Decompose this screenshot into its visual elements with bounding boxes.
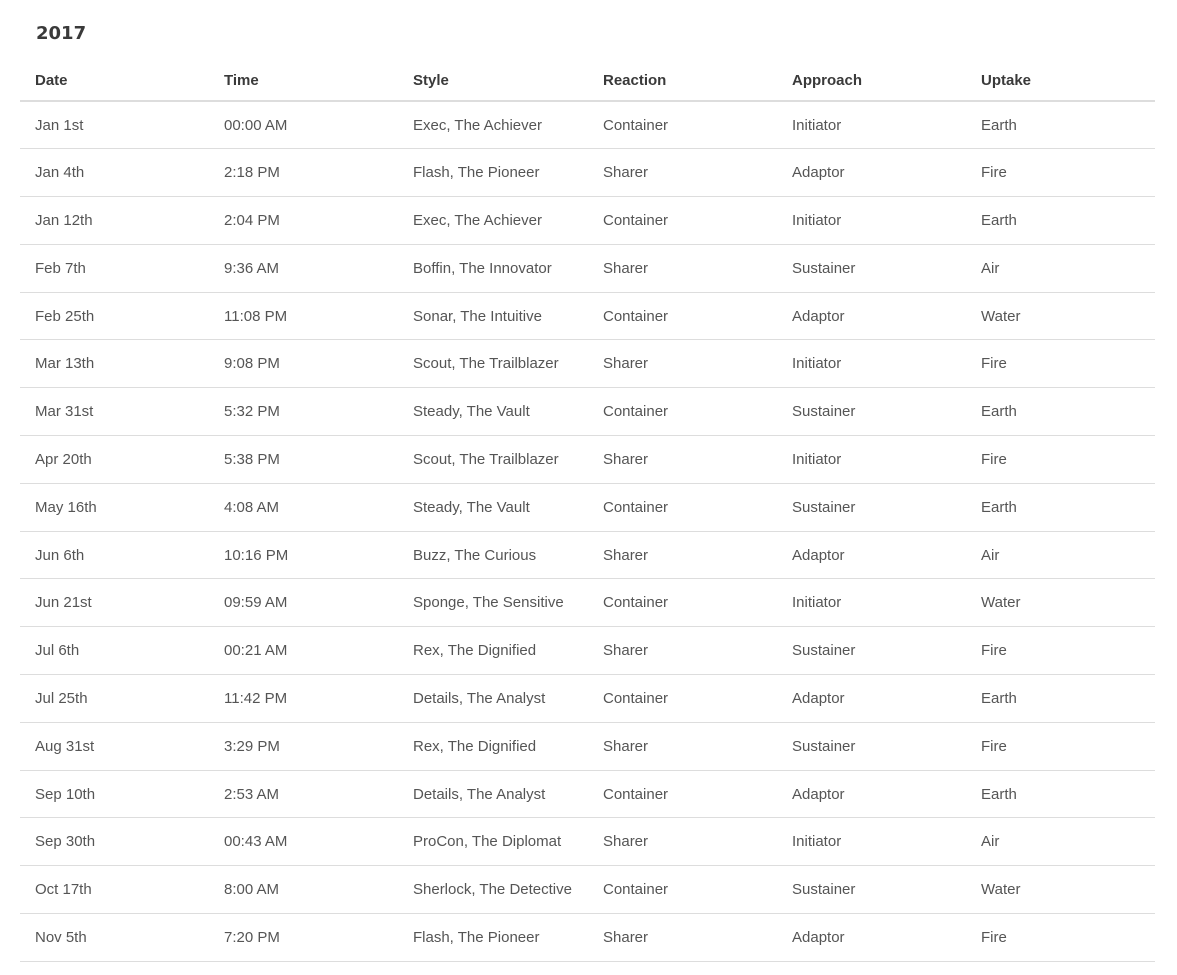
reaction-cell: Container (588, 483, 777, 531)
time-cell: 00:21 AM (209, 627, 398, 675)
time-cell: 3:29 PM (209, 722, 398, 770)
time-cell: 9:36 AM (209, 244, 398, 292)
approach-cell: Sustainer (777, 244, 966, 292)
style-cell: ProCon, The Diplomat (398, 818, 588, 866)
date-cell: Aug 31st (20, 722, 209, 770)
uptake-cell: Fire (966, 914, 1155, 962)
time-cell: 5:38 PM (209, 436, 398, 484)
table-row (20, 579, 1155, 627)
reaction-cell: Sharer (588, 818, 777, 866)
time-cell: 8:00 AM (209, 866, 398, 914)
time-cell: 2:53 AM (209, 770, 398, 818)
table-row (20, 388, 1155, 436)
style-cell: Scout, The Trailblazer (398, 436, 588, 484)
style-cell: Details, The Analyst (398, 675, 588, 723)
date-cell: Jun 21st (20, 579, 209, 627)
uptake-cell: Water (966, 292, 1155, 340)
table-row (20, 531, 1155, 579)
date-cell: Nov 5th (20, 914, 209, 962)
table-row (20, 818, 1155, 866)
reaction-cell: Sharer (588, 722, 777, 770)
column-header-approach: Approach (777, 61, 966, 101)
uptake-cell: Earth (966, 388, 1155, 436)
table-row (20, 101, 1155, 149)
approach-cell: Initiator (777, 579, 966, 627)
time-cell: 4:08 AM (209, 483, 398, 531)
reaction-cell: Sharer (588, 531, 777, 579)
time-cell: 2:18 PM (209, 149, 398, 197)
style-cell: Exec, The Achiever (398, 101, 588, 149)
reaction-cell: Sharer (588, 340, 777, 388)
uptake-cell: Water (966, 866, 1155, 914)
reaction-cell: Container (588, 388, 777, 436)
uptake-cell: Water (966, 579, 1155, 627)
approach-cell: Adaptor (777, 914, 966, 962)
date-cell: Jan 12th (20, 197, 209, 245)
date-cell: May 16th (20, 483, 209, 531)
table-row (20, 436, 1155, 484)
uptake-cell: Air (966, 531, 1155, 579)
approach-cell: Sustainer (777, 722, 966, 770)
uptake-cell: Earth (966, 101, 1155, 149)
uptake-cell: Earth (966, 483, 1155, 531)
date-cell: Jul 6th (20, 627, 209, 675)
reaction-cell: Sharer (588, 436, 777, 484)
approach-cell: Initiator (777, 818, 966, 866)
approach-cell: Initiator (777, 101, 966, 149)
column-header-uptake: Uptake (966, 61, 1155, 101)
approach-cell: Adaptor (777, 149, 966, 197)
date-cell: Sep 10th (20, 770, 209, 818)
column-header-reaction: Reaction (588, 61, 777, 101)
table-row (20, 149, 1155, 197)
table-row (20, 244, 1155, 292)
date-cell: Jul 25th (20, 675, 209, 723)
style-cell: Sonar, The Intuitive (398, 292, 588, 340)
time-cell: 7:20 PM (209, 914, 398, 962)
uptake-cell: Fire (966, 722, 1155, 770)
style-cell: Flash, The Pioneer (398, 149, 588, 197)
time-cell: 9:08 PM (209, 340, 398, 388)
column-header-style: Style (398, 61, 588, 101)
date-cell: Jun 6th (20, 531, 209, 579)
style-cell: Boffin, The Innovator (398, 244, 588, 292)
time-cell: 09:59 AM (209, 579, 398, 627)
uptake-cell: Fire (966, 149, 1155, 197)
time-cell: 10:16 PM (209, 531, 398, 579)
date-cell: Mar 13th (20, 340, 209, 388)
date-cell: Apr 20th (20, 436, 209, 484)
time-cell: 11:42 PM (209, 675, 398, 723)
uptake-cell: Earth (966, 770, 1155, 818)
approach-cell: Sustainer (777, 866, 966, 914)
table-row (20, 483, 1155, 531)
table-body (20, 101, 1155, 961)
approach-cell: Sustainer (777, 627, 966, 675)
year-heading: 2017 (36, 23, 87, 44)
table-row (20, 675, 1155, 723)
uptake-cell: Fire (966, 340, 1155, 388)
date-cell: Sep 30th (20, 818, 209, 866)
approach-cell: Adaptor (777, 675, 966, 723)
reaction-cell: Container (588, 675, 777, 723)
time-cell: 5:32 PM (209, 388, 398, 436)
approach-cell: Sustainer (777, 483, 966, 531)
uptake-cell: Air (966, 818, 1155, 866)
style-cell: Details, The Analyst (398, 770, 588, 818)
reaction-cell: Container (588, 292, 777, 340)
time-cell: 11:08 PM (209, 292, 398, 340)
style-cell: Exec, The Achiever (398, 197, 588, 245)
date-cell: Oct 17th (20, 866, 209, 914)
approach-cell: Adaptor (777, 531, 966, 579)
style-cell: Rex, The Dignified (398, 722, 588, 770)
uptake-cell: Air (966, 244, 1155, 292)
style-cell: Scout, The Trailblazer (398, 340, 588, 388)
reaction-cell: Container (588, 197, 777, 245)
date-cell: Mar 31st (20, 388, 209, 436)
style-cell: Sponge, The Sensitive (398, 579, 588, 627)
reaction-cell: Container (588, 770, 777, 818)
style-cell: Flash, The Pioneer (398, 914, 588, 962)
approach-cell: Initiator (777, 197, 966, 245)
approach-cell: Adaptor (777, 292, 966, 340)
column-header-time: Time (209, 61, 398, 101)
table-row (20, 722, 1155, 770)
time-cell: 00:00 AM (209, 101, 398, 149)
table-row (20, 292, 1155, 340)
table-header-row (20, 61, 1155, 101)
table-row (20, 340, 1155, 388)
reaction-cell: Sharer (588, 149, 777, 197)
column-header-date: Date (20, 61, 209, 101)
time-cell: 00:43 AM (209, 818, 398, 866)
approach-cell: Sustainer (777, 388, 966, 436)
table-row (20, 197, 1155, 245)
date-cell: Jan 4th (20, 149, 209, 197)
style-cell: Buzz, The Curious (398, 531, 588, 579)
table-row (20, 770, 1155, 818)
reaction-cell: Sharer (588, 914, 777, 962)
date-cell: Jan 1st (20, 101, 209, 149)
approach-cell: Initiator (777, 436, 966, 484)
reaction-cell: Container (588, 101, 777, 149)
time-cell: 2:04 PM (209, 197, 398, 245)
uptake-cell: Fire (966, 436, 1155, 484)
style-cell: Sherlock, The Detective (398, 866, 588, 914)
table-row (20, 914, 1155, 962)
uptake-cell: Earth (966, 197, 1155, 245)
records-table (20, 61, 1155, 962)
reaction-cell: Sharer (588, 627, 777, 675)
approach-cell: Adaptor (777, 770, 966, 818)
style-cell: Steady, The Vault (398, 388, 588, 436)
table-row (20, 627, 1155, 675)
date-cell: Feb 7th (20, 244, 209, 292)
reaction-cell: Container (588, 579, 777, 627)
approach-cell: Initiator (777, 340, 966, 388)
date-cell: Feb 25th (20, 292, 209, 340)
style-cell: Rex, The Dignified (398, 627, 588, 675)
uptake-cell: Fire (966, 627, 1155, 675)
style-cell: Steady, The Vault (398, 483, 588, 531)
table-row (20, 866, 1155, 914)
reaction-cell: Container (588, 866, 777, 914)
reaction-cell: Sharer (588, 244, 777, 292)
uptake-cell: Earth (966, 675, 1155, 723)
